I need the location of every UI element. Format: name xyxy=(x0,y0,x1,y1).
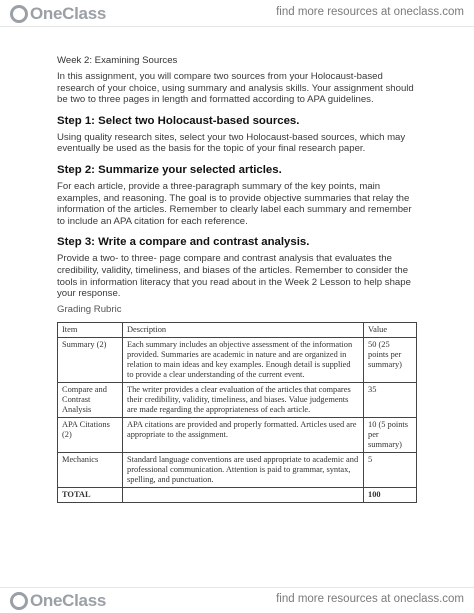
header-bar xyxy=(0,0,474,26)
step2-heading: Step 2: Summarize your selected articles. xyxy=(57,163,282,176)
table-row xyxy=(58,452,417,487)
oneclass-logo-footer[interactable] xyxy=(10,591,106,611)
total-row xyxy=(58,487,417,502)
total-value: 100 xyxy=(364,487,417,502)
footer-tagline[interactable]: find more resources at oneclass.com xyxy=(276,593,464,605)
step3-heading: Step 3: Write a compare and contrast analysis. xyxy=(57,236,310,249)
row-item: Mechanics xyxy=(58,452,123,487)
intro-paragraph: In this assignment, you will compare two sources from your Holocaust-based research of your choice, using summary and analysis skills. Your assignment should be two to three pages in length and formatted according to APA guidelines. xyxy=(57,71,414,106)
row-value: 10 (5 points per summary) xyxy=(364,417,417,452)
logo-text: OneClass xyxy=(30,4,107,23)
logo-text: OneClass xyxy=(30,591,107,610)
total-label: TOTAL xyxy=(58,487,123,502)
row-item: Summary (2) xyxy=(58,337,123,382)
row-item: Compare and Contrast Analysis xyxy=(58,382,123,417)
oneclass-logo-icon xyxy=(10,5,28,23)
table-row xyxy=(58,417,417,452)
step2-paragraph: For each article, provide a three-paragraph summary of the key points, main examples, and reasoning. The goal is to provide objective summaries that relay the information of the articles. Remember to clearly label each summary and remember to include an APA citation for each reference. xyxy=(57,180,412,227)
table-header-row xyxy=(58,322,417,337)
step3-paragraph: Provide a two- to three- page compare and contrast analysis that evaluates the credibility, validity, timeliness, and biases of the articles. Remember to consider the tools in information literacy that you read about in the Week 2 Lesson to help shape your response. xyxy=(57,253,411,300)
total-empty-cell xyxy=(123,487,364,502)
table-row xyxy=(58,382,417,417)
document-body xyxy=(57,55,417,503)
row-description: Each summary includes an objective assessment of the information provided. Summaries are academic in nature and are organized in relation to main ideas and key examples. Enough detail is supplied to provide a clear understanding of the current event. xyxy=(123,337,364,382)
column-header-item: Item xyxy=(58,322,123,337)
table-row xyxy=(58,337,417,382)
step1-heading: Step 1: Select two Holocaust-based sources. xyxy=(57,114,300,127)
header-tagline[interactable]: find more resources at oneclass.com xyxy=(276,6,464,18)
row-description: Standard language conventions are used appropriate to academic and professional communication. Attention is paid to grammar, syntax, spelling, and punctuation. xyxy=(123,452,364,487)
row-value: 50 (25 points per summary) xyxy=(364,337,417,382)
oneclass-logo-icon xyxy=(10,592,28,610)
rubric-title: Grading Rubric xyxy=(57,303,122,315)
footer-bar xyxy=(0,588,474,613)
oneclass-logo[interactable] xyxy=(10,4,106,24)
header-divider xyxy=(0,26,474,27)
column-header-value: Value xyxy=(364,322,417,337)
grading-rubric-table xyxy=(57,322,417,503)
row-description: The writer provides a clear evaluation of the articles that compares their credibility, validity, timeliness, and biases. Value judgements are made regarding the appropriateness of each article. xyxy=(123,382,364,417)
row-value: 35 xyxy=(364,382,417,417)
step1-paragraph: Using quality research sites, select your two Holocaust-based sources, which may eventually be used as the basis for the topic of your final research paper. xyxy=(57,131,406,155)
week-title: Week 2: Examining Sources xyxy=(57,55,178,66)
column-header-description: Description xyxy=(123,322,364,337)
row-item: APA Citations (2) xyxy=(58,417,123,452)
row-value: 5 xyxy=(364,452,417,487)
row-description: APA citations are provided and properly formatted. Articles used are appropriate to the assignment. xyxy=(123,417,364,452)
